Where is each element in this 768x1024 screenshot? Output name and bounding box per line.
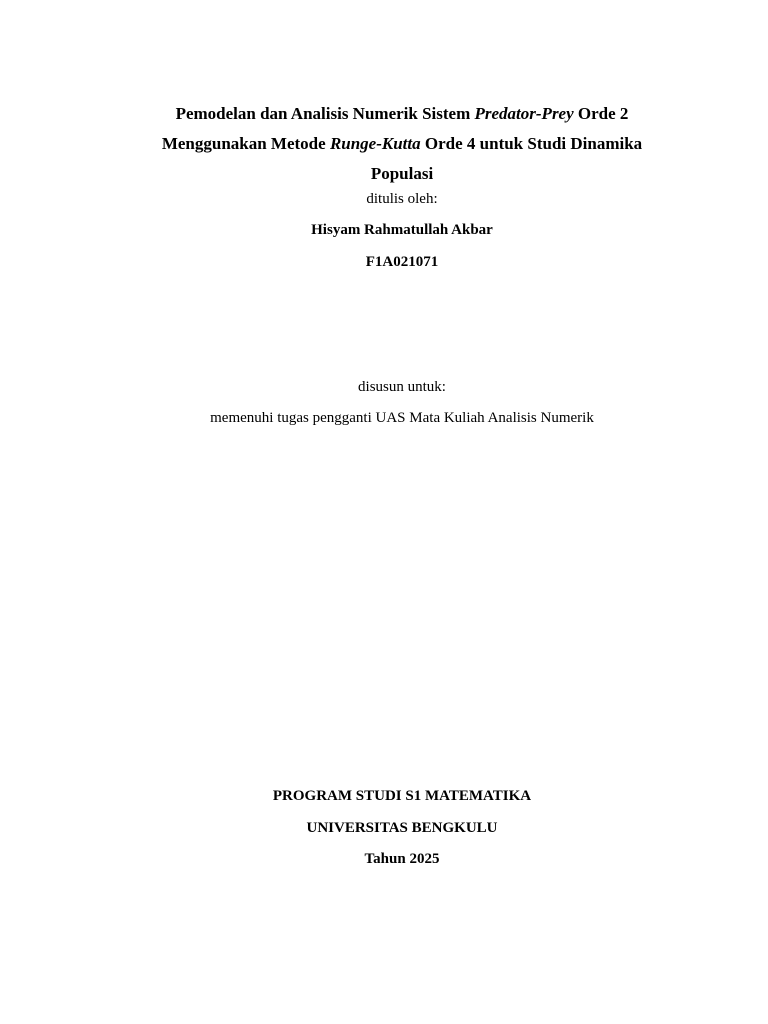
title-line-2-text: Menggunakan Metode <box>161 134 330 153</box>
student-id: F1A021071 <box>365 254 439 270</box>
author-name: Hisyam Rahmatullah Akbar <box>311 222 493 238</box>
year-text: Tahun 2025 <box>364 851 440 867</box>
title-line-2-suffix: Orde 4 untuk Studi Dinamika <box>420 134 643 153</box>
title-line-1-text: Pemodelan dan Analisis Numerik Sistem <box>175 104 475 123</box>
prepared-for-label: disusun untuk: <box>358 379 446 395</box>
title-line-1-italic: Predator-Prey <box>474 104 574 123</box>
title-line-3: Populasi <box>370 164 434 183</box>
title-line-2-italic: Runge-Kutta <box>329 134 421 153</box>
purpose-text: memenuhi tugas pengganti UAS Mata Kuliah Analisis Numerik <box>210 410 594 426</box>
title-line-1 <box>120 99 684 129</box>
document-title <box>120 99 684 189</box>
title-line-1-suffix: Orde 2 <box>573 104 629 123</box>
study-program: PROGRAM STUDI S1 MATEMATIKA <box>272 788 532 804</box>
written-by-label: ditulis oleh: <box>366 191 438 207</box>
title-line-2 <box>120 129 684 159</box>
university-name: UNIVERSITAS BENGKULU <box>306 820 498 836</box>
